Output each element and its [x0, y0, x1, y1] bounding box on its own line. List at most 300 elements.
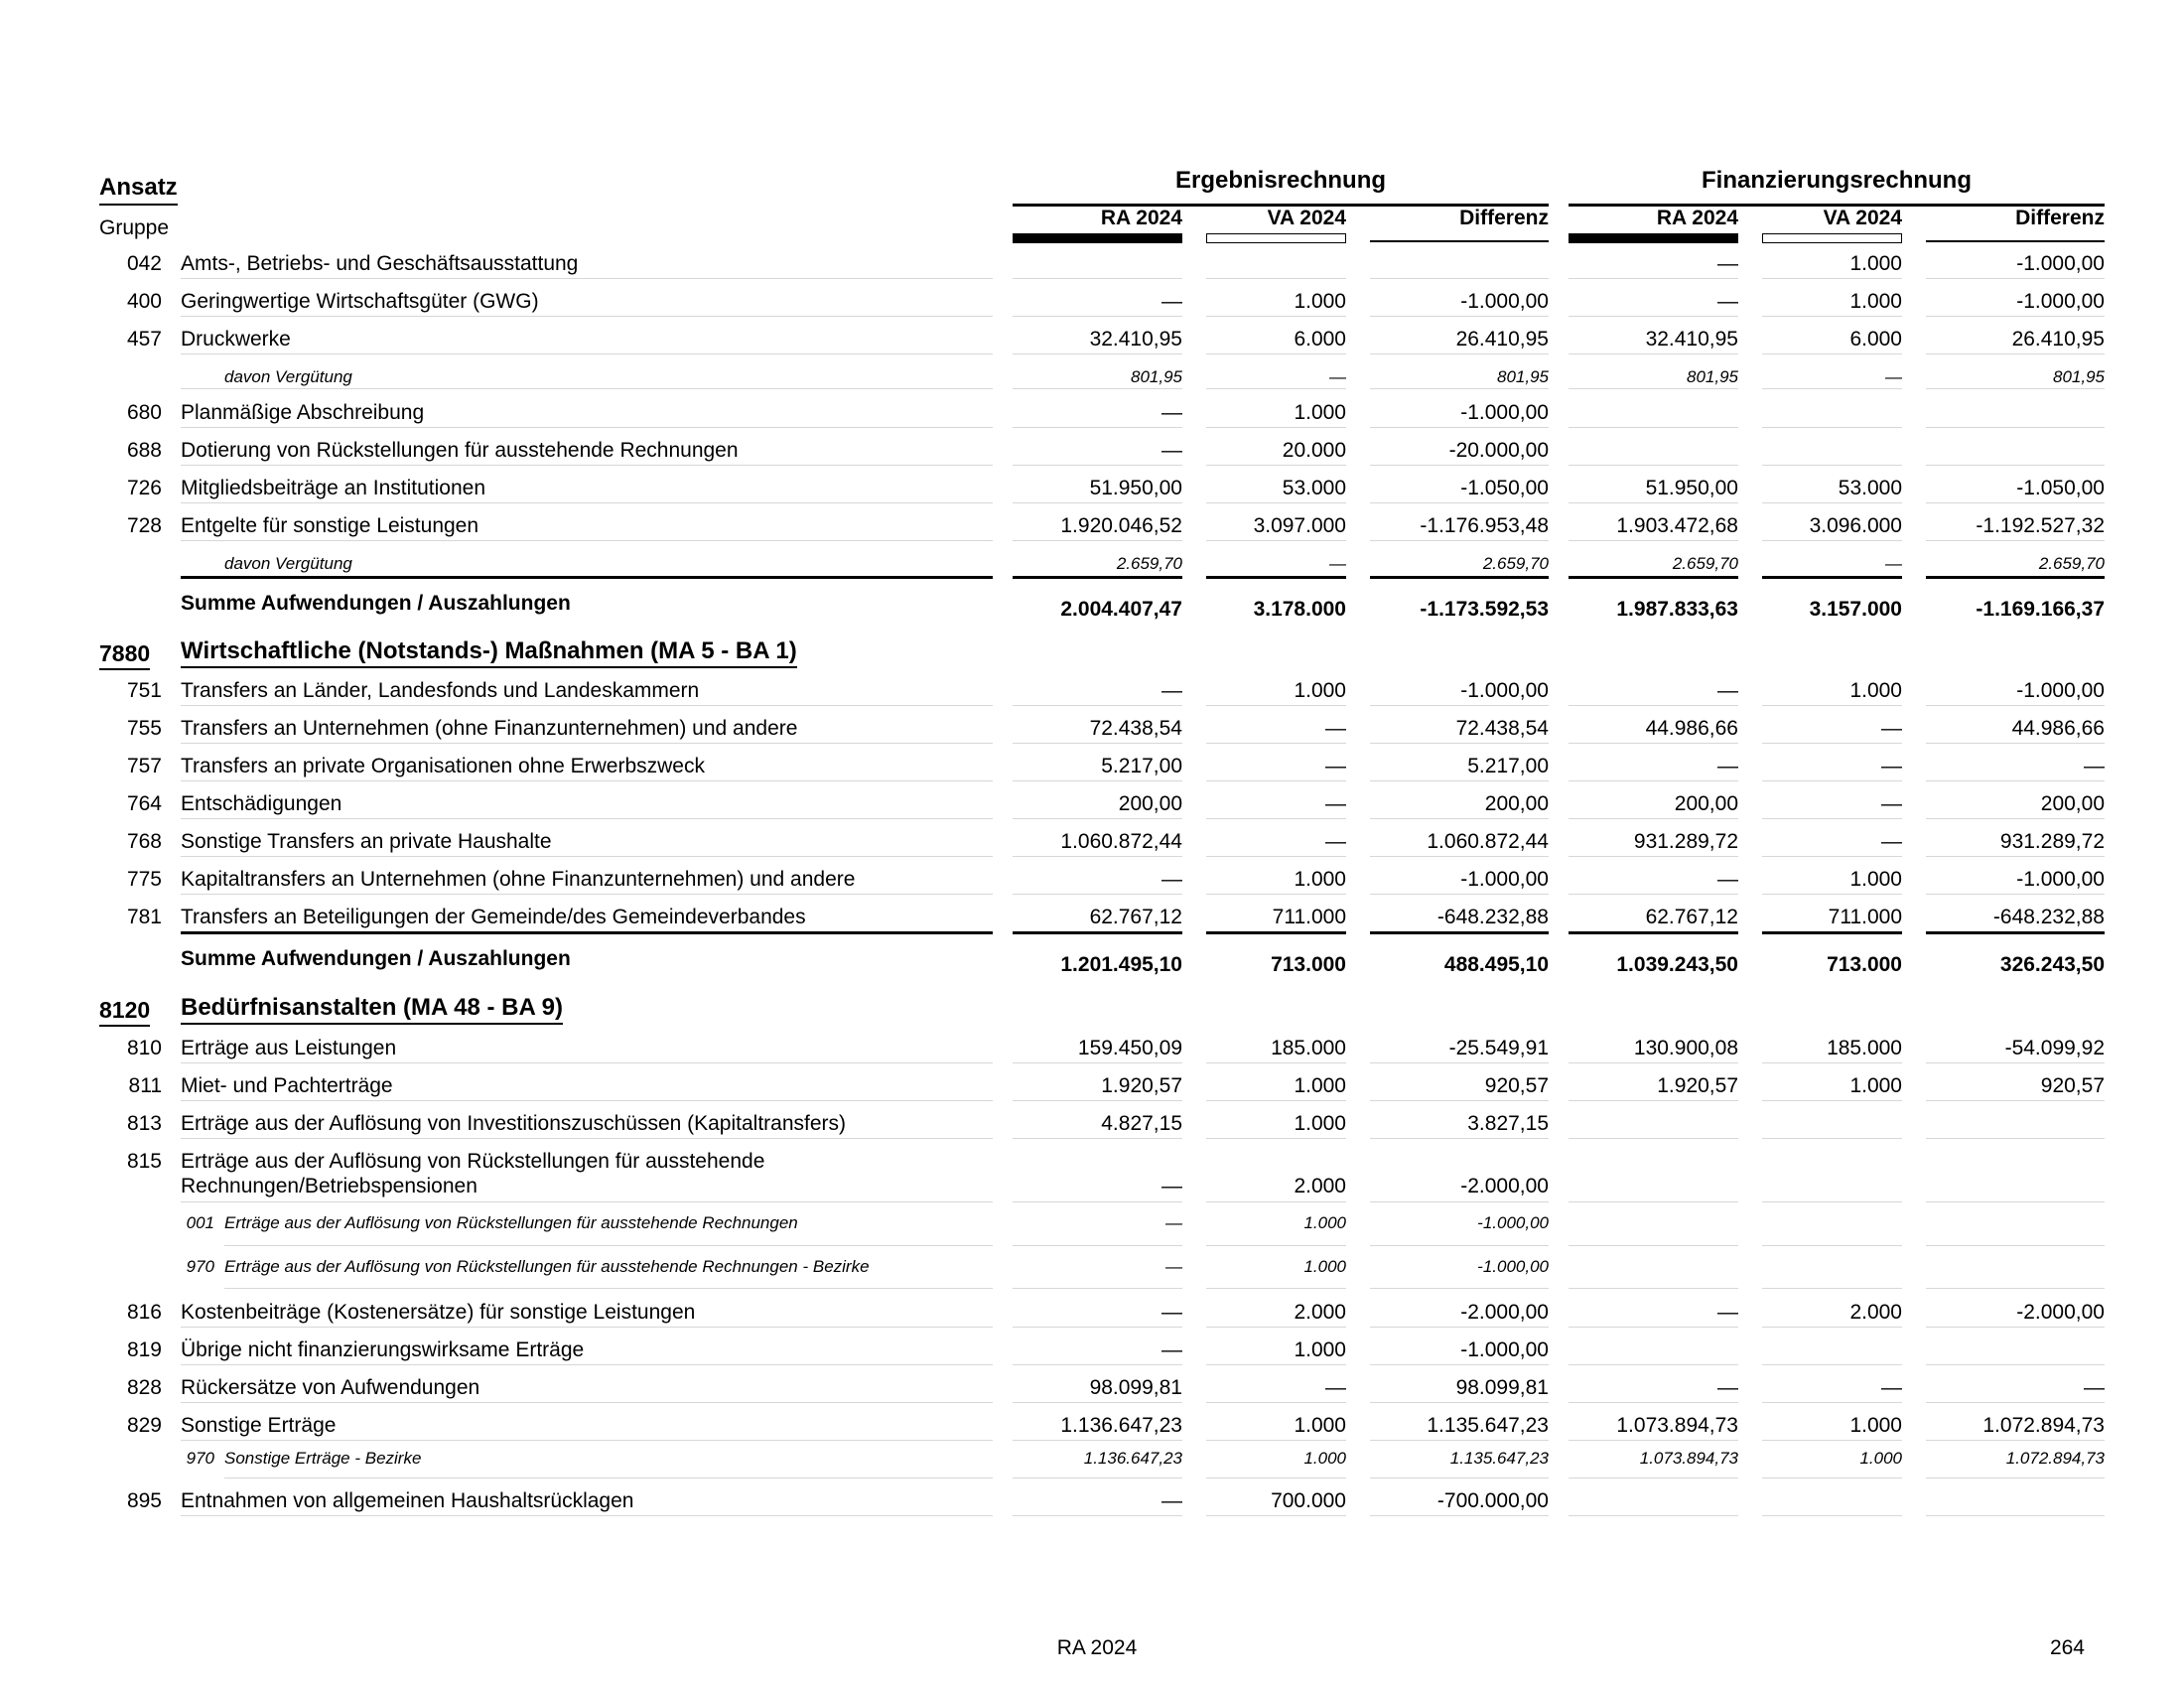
value-cell: 713.000	[1827, 953, 1902, 976]
value-cell: 1.000	[1294, 679, 1346, 702]
row-rule	[1206, 388, 1346, 389]
row-code: 781	[126, 906, 162, 928]
value-cell: -2.000,00	[1460, 1301, 1549, 1324]
value-cell: —	[1161, 1489, 1182, 1512]
row-rule	[1013, 576, 1182, 579]
value-cell: 2.000	[1294, 1175, 1346, 1197]
row-code: 688	[126, 439, 162, 462]
value-cell: 1.000	[1859, 1449, 1902, 1468]
row-code: 042	[126, 252, 162, 275]
value-cell: 1.987.833,63	[1616, 598, 1738, 621]
row-rule	[181, 427, 993, 428]
sub-code: 001	[186, 1213, 214, 1232]
row-rule	[1762, 540, 1902, 541]
row-rule	[1569, 743, 1738, 744]
row-rule	[1013, 353, 1182, 354]
value-cell: 62.767,12	[1645, 906, 1738, 928]
section-code: 8120	[99, 997, 150, 1027]
row-rule	[1569, 1364, 1738, 1365]
va-marker-ergebnis	[1206, 233, 1346, 243]
value-cell: —	[1161, 1175, 1182, 1197]
row-rule	[1370, 705, 1549, 706]
row-description: Transfers an Beteiligungen der Gemeinde/des Gemeindeverbandes	[181, 906, 806, 928]
footer-title: RA 2024	[1056, 1636, 1138, 1659]
row-description: Planmäßige Abschreibung	[181, 401, 425, 424]
value-cell: 26.410,95	[2011, 328, 2105, 351]
sub-code: 970	[186, 1257, 214, 1276]
row-rule	[181, 1138, 993, 1139]
row-rule	[181, 1515, 993, 1516]
col-va-finanzierung: VA 2024	[1823, 207, 1902, 229]
row-description: Mitgliedsbeiträge an Institutionen	[181, 477, 486, 499]
row-rule	[1013, 278, 1182, 279]
value-cell: -1.000,00	[1477, 1213, 1549, 1232]
row-rule	[1013, 1245, 1182, 1246]
row-rule	[1762, 780, 1902, 781]
row-rule	[1569, 388, 1738, 389]
value-cell: 1.000	[1294, 290, 1346, 313]
row-code: 815	[126, 1150, 162, 1173]
row-code: 775	[126, 868, 162, 891]
row-rule	[1013, 780, 1182, 781]
row-rule	[1569, 278, 1738, 279]
row-rule	[1926, 1477, 2105, 1478]
row-rule	[1762, 316, 1902, 317]
row-description: Entgelte für sonstige Leistungen	[181, 514, 479, 537]
row-rule	[1013, 1515, 1182, 1516]
row-description: Sonstige Transfers an private Haushalte	[181, 830, 552, 853]
row-rule	[1926, 465, 2105, 466]
value-cell: 3.097.000	[1253, 514, 1346, 537]
row-rule	[1013, 540, 1182, 541]
row-rule	[1013, 502, 1182, 503]
row-rule	[1569, 1327, 1738, 1328]
row-rule	[1926, 743, 2105, 744]
value-cell: 1.072.894,73	[1982, 1414, 2105, 1437]
value-cell: 44.986,66	[2011, 717, 2105, 740]
value-cell: -1.000,00	[1460, 1338, 1549, 1361]
row-rule	[1926, 502, 2105, 503]
row-rule	[1206, 576, 1346, 579]
row-code: 829	[126, 1414, 162, 1437]
row-code: 400	[126, 290, 162, 313]
value-cell: —	[1717, 252, 1738, 275]
row-rule	[1370, 1364, 1549, 1365]
value-cell: 72.438,54	[1089, 717, 1182, 740]
row-rule	[181, 465, 993, 466]
row-code: 757	[126, 755, 162, 777]
row-rule	[1370, 427, 1549, 428]
value-cell: 185.000	[1827, 1037, 1902, 1059]
value-cell: —	[1325, 755, 1346, 777]
row-rule	[1762, 576, 1902, 579]
row-rule	[1762, 353, 1902, 354]
value-cell: 1.903.472,68	[1616, 514, 1738, 537]
value-cell: —	[1161, 401, 1182, 424]
row-rule	[1569, 540, 1738, 541]
value-cell: —	[1161, 439, 1182, 462]
value-cell: 1.072.894,73	[2005, 1449, 2105, 1468]
value-cell: 1.039.243,50	[1616, 953, 1738, 976]
row-rule	[1569, 316, 1738, 317]
diff-marker-finanzierung	[1926, 240, 2105, 242]
row-rule	[1206, 818, 1346, 819]
row-rule	[1206, 1201, 1346, 1202]
row-rule	[1370, 576, 1549, 579]
row-rule	[1926, 705, 2105, 706]
finanzierungsrechnung-heading: Finanzierungsrechnung	[1701, 167, 1972, 194]
row-code: 811	[128, 1074, 162, 1097]
value-cell: 801,95	[1497, 367, 1549, 386]
row-rule	[1926, 316, 2105, 317]
value-cell: 1.073.894,73	[1616, 1414, 1738, 1437]
value-cell: 1.920.046,52	[1060, 514, 1182, 537]
row-rule	[1370, 388, 1549, 389]
value-cell: 1.136.647,23	[1083, 1449, 1182, 1468]
row-rule	[181, 576, 993, 579]
row-rule	[181, 1364, 993, 1365]
value-cell: —	[1717, 1376, 1738, 1399]
section-title: Wirtschaftliche (Notstands-) Maßnahmen (MA 5 - BA 1)	[181, 637, 797, 668]
value-cell: 1.000	[1849, 290, 1902, 313]
row-rule	[1569, 502, 1738, 503]
row-rule	[1762, 856, 1902, 857]
row-code: 680	[126, 401, 162, 424]
value-cell: —	[1325, 717, 1346, 740]
row-description: Erträge aus der Auflösung von Investitionszuschüssen (Kapitaltransfers)	[181, 1112, 847, 1135]
value-cell: 32.410,95	[1645, 328, 1738, 351]
row-rule	[1206, 1288, 1346, 1289]
row-rule	[1569, 427, 1738, 428]
value-cell: —	[1165, 1213, 1182, 1232]
col-ra-finanzierung: RA 2024	[1656, 207, 1738, 229]
value-cell: 2.659,70	[1116, 554, 1182, 573]
value-cell: 1.920,57	[1657, 1074, 1738, 1097]
row-rule	[1762, 278, 1902, 279]
value-cell: 51.950,00	[1089, 477, 1182, 499]
value-cell: 1.135.647,23	[1427, 1414, 1549, 1437]
row-rule	[1569, 465, 1738, 466]
value-cell: -1.173.592,53	[1420, 598, 1549, 621]
row-code: 728	[126, 514, 162, 537]
value-cell: —	[1717, 755, 1738, 777]
row-description: Geringwertige Wirtschaftsgüter (GWG)	[181, 290, 539, 313]
row-rule	[1569, 780, 1738, 781]
row-rule	[1762, 427, 1902, 428]
row-rule	[1206, 894, 1346, 895]
row-rule	[1370, 1245, 1549, 1246]
row-description: Sonstige Erträge	[181, 1414, 337, 1437]
row-rule	[181, 1062, 993, 1063]
row-rule	[181, 1327, 993, 1328]
value-cell: 920,57	[2040, 1074, 2105, 1097]
value-cell: 1.000	[1294, 1338, 1346, 1361]
value-cell: 98.099,81	[1089, 1376, 1182, 1399]
value-cell: 130.900,08	[1633, 1037, 1738, 1059]
value-cell: —	[1717, 679, 1738, 702]
row-rule	[1013, 388, 1182, 389]
value-cell: -2.000,00	[2016, 1301, 2105, 1324]
row-rule	[1370, 540, 1549, 541]
row-rule	[1926, 1288, 2105, 1289]
value-cell: -648.232,88	[1436, 906, 1549, 928]
value-cell: -1.000,00	[2016, 679, 2105, 702]
va-marker-finanzierung	[1762, 233, 1902, 243]
row-rule	[1762, 1288, 1902, 1289]
value-cell: 6.000	[1294, 328, 1346, 351]
row-rule	[1370, 353, 1549, 354]
row-rule	[1762, 1138, 1902, 1139]
row-rule	[1926, 1201, 2105, 1202]
row-description: Kostenbeiträge (Kostenersätze) für sonstige Leistungen	[181, 1301, 696, 1324]
row-rule	[1206, 278, 1346, 279]
value-cell: -1.050,00	[2016, 477, 2105, 499]
row-rule	[1013, 705, 1182, 706]
col-diff-ergebnis: Differenz	[1459, 207, 1549, 229]
sum-rule	[1762, 931, 1902, 934]
value-cell: 53.000	[1282, 477, 1346, 499]
value-cell: —	[1717, 868, 1738, 891]
value-cell: —	[1881, 717, 1902, 740]
row-rule	[181, 502, 993, 503]
value-cell: 200,00	[2040, 792, 2105, 815]
row-rule	[1013, 1402, 1182, 1403]
value-cell: -1.000,00	[2016, 868, 2105, 891]
row-rule	[1926, 576, 2105, 579]
page-number: 264	[2049, 1636, 2085, 1659]
row-rule	[1013, 894, 1182, 895]
row-rule	[181, 1402, 993, 1403]
value-cell: 3.827,15	[1467, 1112, 1549, 1135]
value-cell: 711.000	[1272, 906, 1346, 928]
row-code: 828	[126, 1376, 162, 1399]
row-rule	[1926, 1515, 2105, 1516]
row-rule	[181, 894, 993, 895]
row-rule	[1206, 316, 1346, 317]
value-cell: 931.289,72	[1633, 830, 1738, 853]
row-rule	[1926, 818, 2105, 819]
sum-rule	[1370, 931, 1549, 934]
row-rule	[181, 1100, 993, 1101]
row-rule	[1370, 1100, 1549, 1101]
row-rule	[1926, 1245, 2105, 1246]
row-rule	[1370, 1288, 1549, 1289]
row-rule	[1206, 1364, 1346, 1365]
value-cell: 326.243,50	[1999, 953, 2105, 976]
sum-rule	[1013, 931, 1182, 934]
row-rule	[1013, 818, 1182, 819]
row-rule	[1926, 1100, 2105, 1101]
value-cell: —	[2084, 1376, 2105, 1399]
value-cell: 3.157.000	[1809, 598, 1902, 621]
row-rule	[1206, 1327, 1346, 1328]
row-rule	[1762, 1364, 1902, 1365]
row-description: Erträge aus Leistungen	[181, 1037, 397, 1059]
value-cell: 98.099,81	[1455, 1376, 1549, 1399]
col-va-ergebnis: VA 2024	[1267, 207, 1346, 229]
row-rule	[1013, 1364, 1182, 1365]
row-rule	[1569, 818, 1738, 819]
section-title: Bedürfnisanstalten (MA 48 - BA 9)	[181, 994, 563, 1025]
row-rule	[1926, 780, 2105, 781]
row-rule	[1370, 1062, 1549, 1063]
gruppe-label: Gruppe	[99, 216, 170, 239]
diff-marker-ergebnis	[1370, 240, 1549, 242]
value-cell: —	[1161, 868, 1182, 891]
ansatz-label: Ansatz	[99, 174, 178, 206]
row-rule	[1013, 1138, 1182, 1139]
row-rule	[1013, 427, 1182, 428]
col-diff-finanzierung: Differenz	[2015, 207, 2105, 229]
value-cell: 200,00	[1674, 792, 1738, 815]
row-rule	[1762, 502, 1902, 503]
value-cell: —	[1165, 1257, 1182, 1276]
value-cell: 1.000	[1303, 1257, 1346, 1276]
row-rule	[1370, 1327, 1549, 1328]
row-rule	[181, 780, 993, 781]
row-code: 813	[126, 1112, 162, 1135]
row-code: 819	[126, 1338, 162, 1361]
sum-label: Summe Aufwendungen / Auszahlungen	[181, 592, 571, 615]
row-description: Druckwerke	[181, 328, 291, 351]
row-rule	[1926, 1364, 2105, 1365]
value-cell: -1.000,00	[1460, 679, 1549, 702]
row-rule	[1370, 1402, 1549, 1403]
value-cell: 1.000	[1294, 1414, 1346, 1437]
sum-rule	[1206, 931, 1346, 934]
value-cell: 32.410,95	[1089, 328, 1182, 351]
row-rule	[1013, 743, 1182, 744]
value-cell: 1.073.894,73	[1639, 1449, 1738, 1468]
row-description: Dotierung von Rückstellungen für ausstehende Rechnungen	[181, 439, 739, 462]
section-code: 7880	[99, 640, 150, 670]
row-code: 726	[126, 477, 162, 499]
row-rule	[1569, 1100, 1738, 1101]
value-cell: 2.659,70	[2038, 554, 2105, 573]
value-cell: 2.004.407,47	[1060, 598, 1182, 621]
value-cell: 1.920,57	[1101, 1074, 1182, 1097]
row-rule	[1206, 1440, 1346, 1441]
value-cell: —	[1717, 1301, 1738, 1324]
row-code: 764	[126, 792, 162, 815]
row-code: 810	[126, 1037, 162, 1059]
row-rule	[1569, 353, 1738, 354]
row-rule	[1926, 1440, 2105, 1441]
value-cell: 5.217,00	[1467, 755, 1549, 777]
row-rule	[181, 818, 993, 819]
row-rule	[1569, 856, 1738, 857]
row-rule	[181, 1440, 993, 1441]
row-code: 755	[126, 717, 162, 740]
value-cell: —	[1717, 290, 1738, 313]
row-rule	[1206, 1138, 1346, 1139]
row-rule	[1370, 1440, 1549, 1441]
value-cell: 2.000	[1294, 1301, 1346, 1324]
value-cell: 1.000	[1294, 401, 1346, 424]
value-cell: 1.000	[1849, 868, 1902, 891]
row-rule	[1569, 1288, 1738, 1289]
value-cell: —	[1881, 792, 1902, 815]
value-cell: 26.410,95	[1455, 328, 1549, 351]
row-rule	[1013, 1477, 1182, 1478]
value-cell: —	[1881, 830, 1902, 853]
value-cell: 1.000	[1294, 1112, 1346, 1135]
row-rule	[224, 1288, 993, 1289]
row-rule	[1926, 894, 2105, 895]
ergebnisrechnung-heading: Ergebnisrechnung	[1174, 167, 1387, 194]
row-rule	[1762, 1477, 1902, 1478]
value-cell: -1.000,00	[1460, 290, 1549, 313]
value-cell: 6.000	[1849, 328, 1902, 351]
row-rule	[1206, 856, 1346, 857]
row-rule	[1762, 1201, 1902, 1202]
row-rule	[1206, 1515, 1346, 1516]
row-rule	[1206, 1477, 1346, 1478]
value-cell: -1.192.527,32	[1976, 514, 2105, 537]
row-rule	[181, 1201, 993, 1202]
value-cell: 801,95	[2053, 367, 2105, 386]
row-rule	[1569, 1402, 1738, 1403]
row-rule	[1762, 818, 1902, 819]
value-cell: —	[1885, 554, 1902, 573]
value-cell: -700.000,00	[1436, 1489, 1549, 1512]
value-cell: 185.000	[1271, 1037, 1346, 1059]
row-description: Entschädigungen	[181, 792, 342, 815]
row-description: Transfers an private Organisationen ohne Erwerbszweck	[181, 755, 705, 777]
row-description: Miet- und Pachterträge	[181, 1074, 393, 1097]
row-rule	[1013, 856, 1182, 857]
row-rule	[181, 856, 993, 857]
value-cell: —	[1325, 1376, 1346, 1399]
value-cell: 5.217,00	[1101, 755, 1182, 777]
row-rule	[1370, 780, 1549, 781]
value-cell: 4.827,15	[1101, 1112, 1182, 1135]
value-cell: -1.000,00	[1460, 868, 1549, 891]
sub-description: Erträge aus der Auflösung von Rückstellungen für ausstehende Rechnungen - Bezirke	[224, 1257, 870, 1276]
row-rule	[1013, 465, 1182, 466]
row-code: 751	[126, 679, 162, 702]
row-rule	[1569, 576, 1738, 579]
value-cell: 1.135.647,23	[1449, 1449, 1549, 1468]
value-cell: 1.060.872,44	[1060, 830, 1182, 853]
row-rule	[224, 1477, 993, 1478]
row-rule	[181, 388, 993, 389]
row-rule	[1370, 465, 1549, 466]
row-rule	[1569, 1440, 1738, 1441]
value-cell: -648.232,88	[1992, 906, 2105, 928]
row-rule	[181, 316, 993, 317]
value-cell: 51.950,00	[1645, 477, 1738, 499]
row-rule	[1762, 894, 1902, 895]
value-cell: -2.000,00	[1460, 1175, 1549, 1197]
row-rule	[1569, 1477, 1738, 1478]
row-rule	[1206, 780, 1346, 781]
value-cell: 1.000	[1303, 1449, 1346, 1468]
row-rule	[1569, 1138, 1738, 1139]
row-description: Übrige nicht finanzierungswirksame Erträge	[181, 1338, 585, 1361]
row-code: 457	[126, 328, 162, 351]
row-rule	[1206, 540, 1346, 541]
row-code: 816	[126, 1301, 162, 1324]
davon-label: davon Vergütung	[224, 554, 352, 573]
row-description: Amts-, Betriebs- und Geschäftsausstattung	[181, 252, 579, 275]
value-cell: -1.000,00	[2016, 290, 2105, 313]
row-rule	[1013, 1327, 1182, 1328]
value-cell: 920,57	[1484, 1074, 1549, 1097]
row-rule	[1926, 278, 2105, 279]
value-cell: —	[1325, 830, 1346, 853]
value-cell: —	[1881, 755, 1902, 777]
